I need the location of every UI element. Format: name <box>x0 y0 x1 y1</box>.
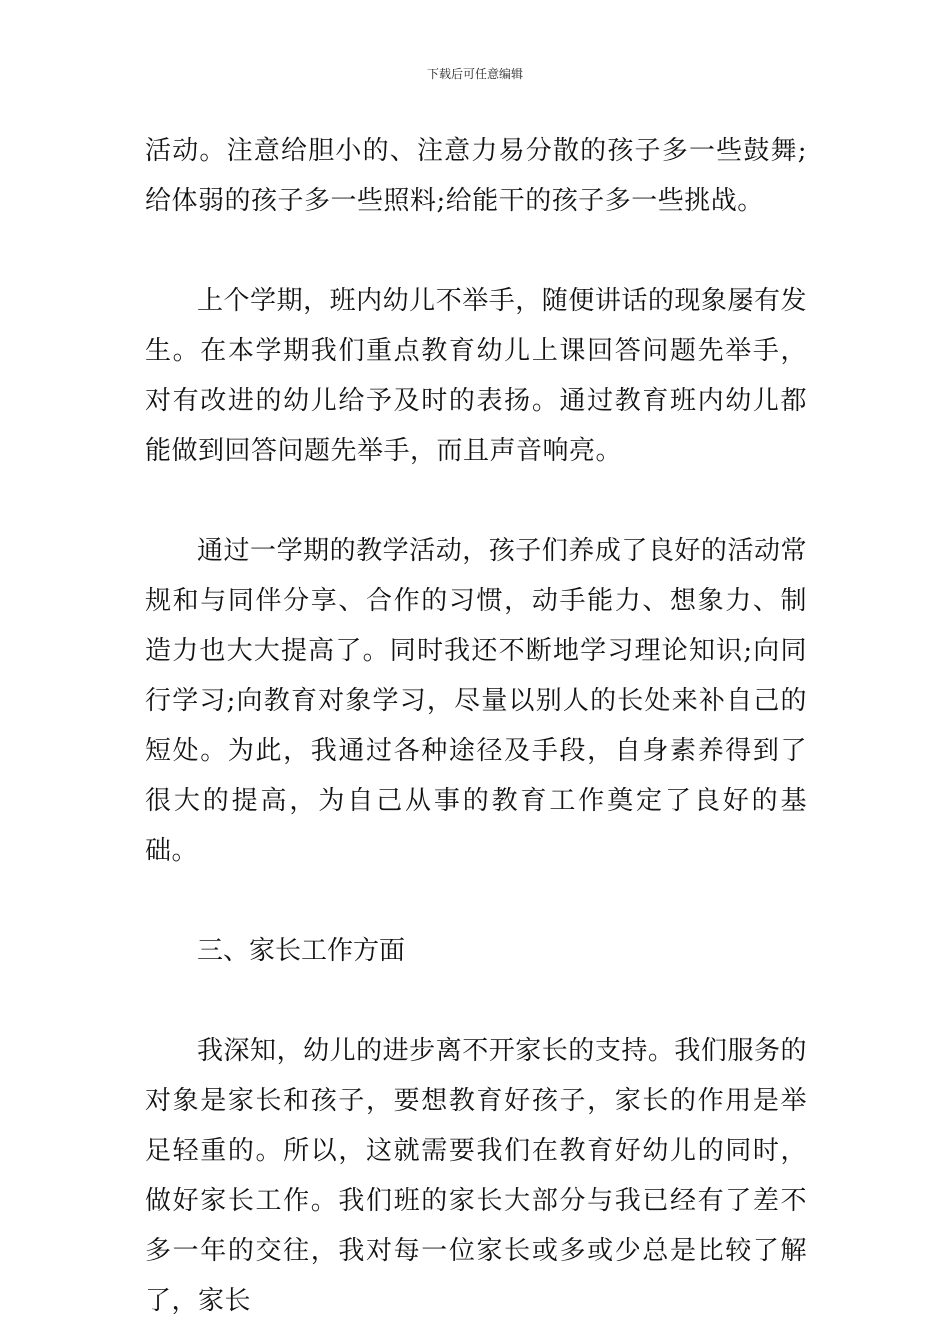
section-heading: 三、家长工作方面 <box>197 936 406 966</box>
paragraph-1: 活动。注意给胆小的、注意力易分散的孩子多一些鼓舞;给体弱的孩子多一些照料;给能干的孩子多一些挑战。 <box>145 136 807 216</box>
page-header: 下载后可任意编辑 <box>426 67 523 81</box>
paragraph-2: 上个学期，班内幼儿不举手，随便讲话的现象屡有发生。在本学期我们重点教育幼儿上课回答问题先举手，对有改进的幼儿给予及时的表扬。通过教育班内幼儿都能做到回答问题先举手，而且声音响亮。 <box>145 286 807 466</box>
document-body <box>145 126 807 1326</box>
paragraph-gap <box>145 226 807 276</box>
paragraph-4: 我深知，幼儿的进步离不开家长的支持。我们服务的对象是家长和孩子，要想教育好孩子，家长的作用是举足轻重的。所以，这就需要我们在教育好幼儿的同时，做好家长工作。我们班的家长大部分与我已经有了差不多一年的交往，我对每一位家长或多或少总是比较了解了，家长 <box>145 1036 807 1316</box>
paragraph-gap <box>145 976 807 1026</box>
paragraph-3: 通过一学期的教学活动，孩子们养成了良好的活动常规和与同伴分享、合作的习惯，动手能力、想象力、制造力也大大提高了。同时我还不断地学习理论知识;向同行学习;向教育对象学习，尽量以别人的长处来补自己的短处。为此，我通过各种途径及手段，自身素养得到了很大的提高，为自己从事的教育工作奠定了良好的基础。 <box>145 536 807 866</box>
paragraph-gap <box>145 876 807 926</box>
paragraph-gap <box>145 476 807 526</box>
